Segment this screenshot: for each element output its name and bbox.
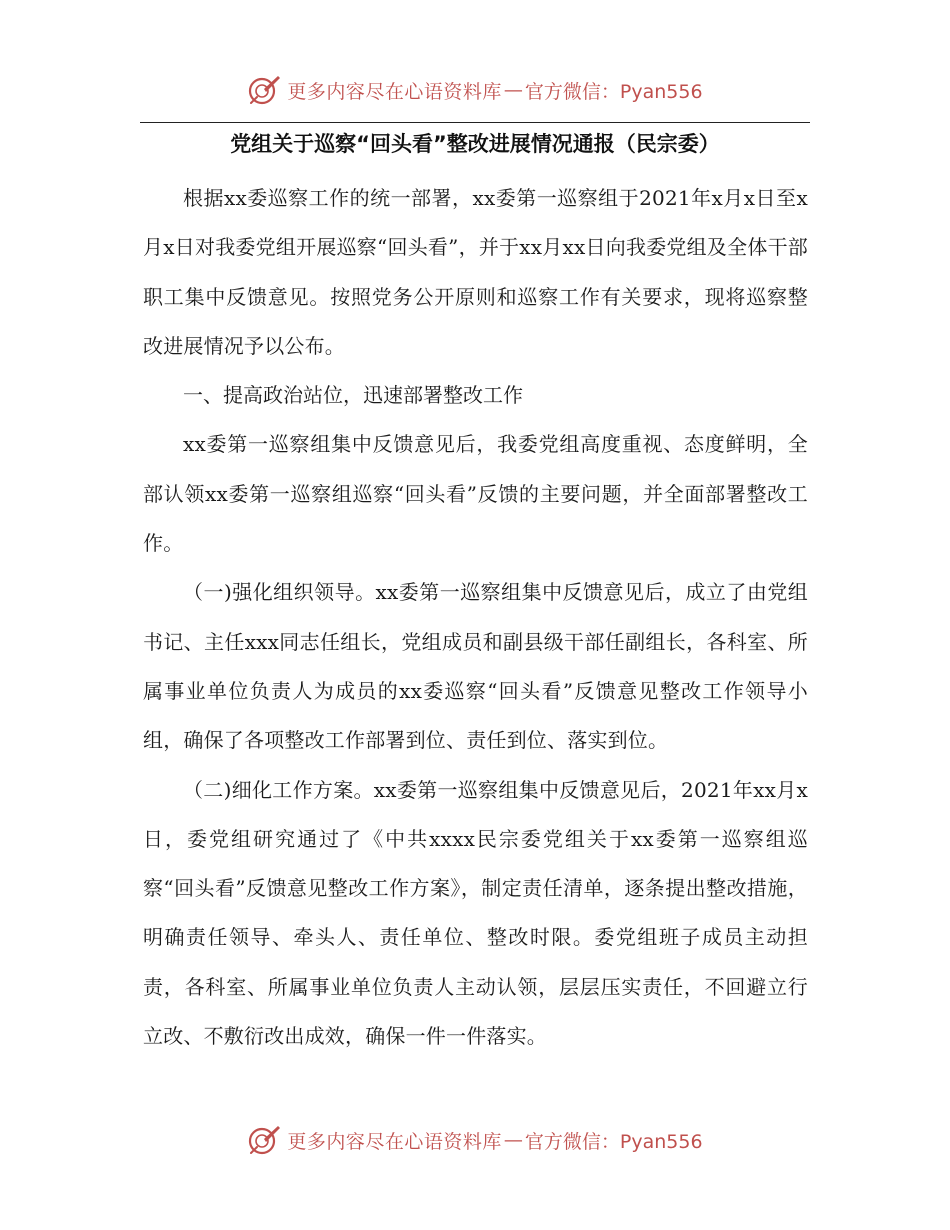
footer-banner: [0, 1118, 950, 1162]
item2-paragraph: （二)细化工作方案。xx委第一巡察组集中反馈意见后，2021年xx月x日，委党组研究通过了《中共xxxx民宗委党组关于xx委第一巡察组巡察“回头看”反馈意见整改工作方案》，制定责任清单，逐条提出整改措施，明确责任领导、牵头人、责任单位、整改时限。委党组班子成员主动担责，各科室、所属事业单位负责人主动认领，层层压实责任，不回避立行立改、不敷衍改出成效，确保一件一件落实。: [143, 777, 808, 1049]
brush-logo-icon: [247, 1123, 281, 1157]
document-title: 党组关于巡察“回头看”整改进展情况通报（民宗委）: [230, 132, 720, 156]
intro-paragraph: 根据xx委巡察工作的统一部署，xx委第一巡察组于2021年x月x日至x月x日对我委党组开展巡察“回头看”，并于xx月xx日向我委党组及全体干部职工集中反馈意见。按照党务公开原则和巡察工作有关要求，现将巡察整改进展情况予以公布。: [143, 186, 808, 358]
brush-logo-icon: [247, 73, 281, 107]
banner-separator: —: [503, 79, 523, 101]
banner-slogan: 更多内容尽在心语资料库: [287, 80, 502, 103]
item1-paragraph: （一)强化组织领导。xx委第一巡察组集中反馈意见后，成立了由党组书记、主任xxx同志任组长，党组成员和副县级干部任副组长，各科室、所属事业单位负责人为成员的xx委巡察“回头看”反馈意见整改工作领导小组，确保了各项整改工作部署到位、责任到位、落实到位。: [143, 580, 808, 753]
document-body: [143, 174, 808, 1061]
banner-separator: —: [503, 1129, 523, 1151]
section1-heading: 一、提高政治站位，迅速部署整改工作: [183, 383, 523, 408]
title-rule: [140, 122, 810, 123]
section1-intro-paragraph: xx委第一巡察组集中反馈意见后，我委党组高度重视、态度鲜明，全部认领xx委第一巡察组巡察“回头看”反馈的主要问题，并全面部署整改工作。: [143, 432, 808, 556]
banner-contact: 官方微信：Pyan556: [524, 80, 703, 103]
header-banner: [0, 68, 950, 112]
banner-contact: 官方微信：Pyan556: [524, 1130, 703, 1153]
banner-slogan: 更多内容尽在心语资料库: [287, 1130, 502, 1153]
